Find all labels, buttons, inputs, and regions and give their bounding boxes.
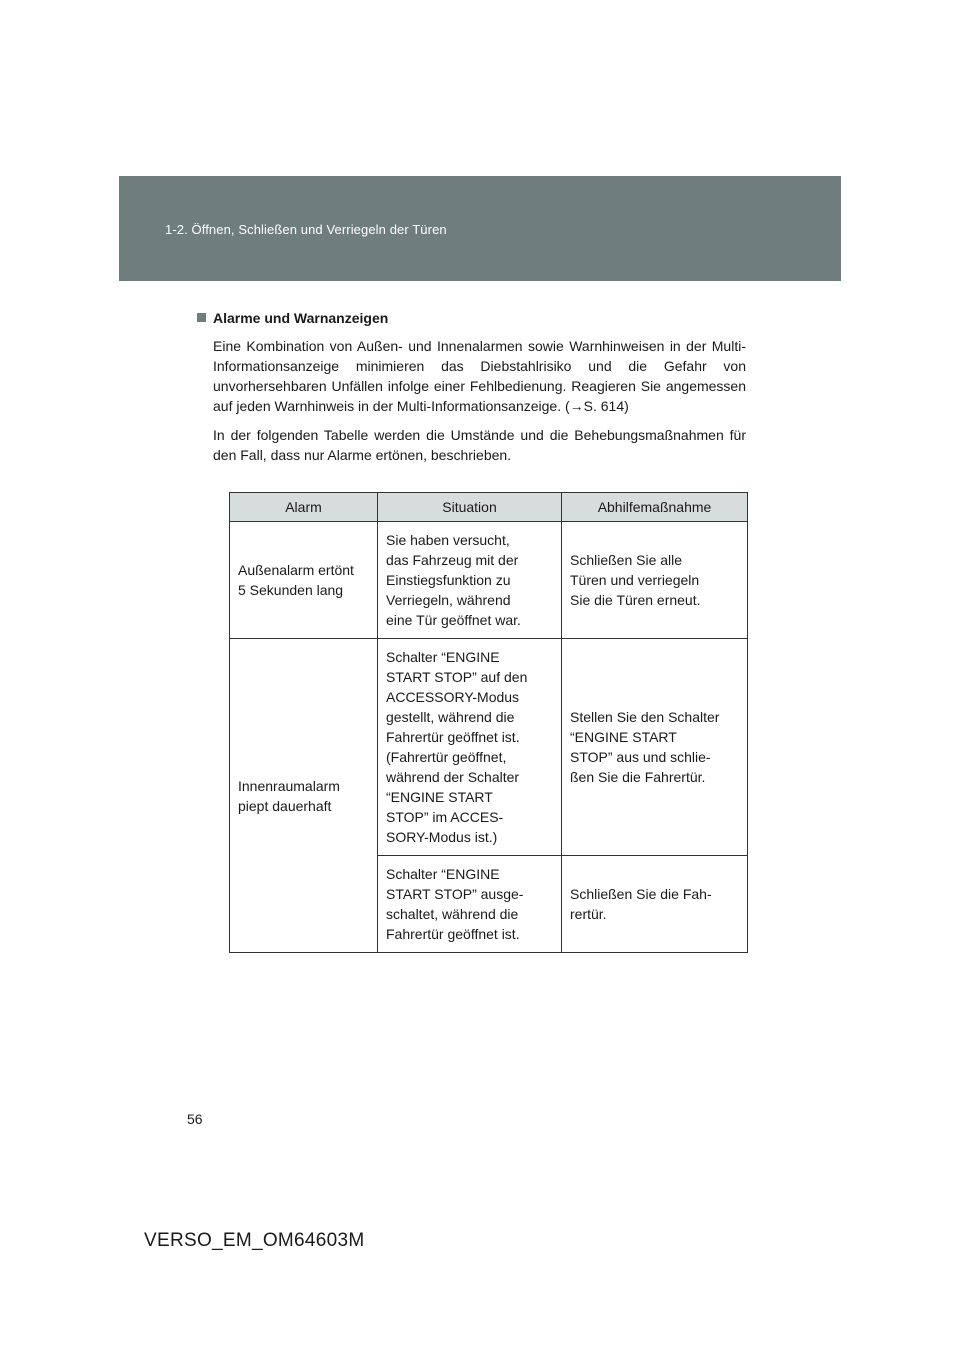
cell-remedy xyxy=(562,639,748,856)
chapter-title: 1-2. Öffnen, Schließen und Verriegeln der Türen xyxy=(165,222,447,237)
cell-alarm xyxy=(230,639,378,953)
cell-alarm-text: Innenraumalarm piept dauerhaft xyxy=(238,777,340,814)
table-row xyxy=(230,522,748,639)
cell-situation xyxy=(378,639,562,856)
cell-remedy xyxy=(562,856,748,953)
chapter-header-band xyxy=(119,176,841,281)
table-row xyxy=(230,639,748,856)
cell-situation-text: Sie haben versucht, das Fahrzeug mit der Einstiegsfunktion zu Verriegeln, während eine Tür geöffnet war. xyxy=(386,532,521,628)
header-situation: Situation xyxy=(378,493,562,522)
alarm-table xyxy=(229,492,748,953)
table-intro-paragraph: In der folgenden Tabelle werden die Umstände und die Behebungsmaßnahmen für den Fall, dass nur Alarme ertönen, beschrieben. xyxy=(213,427,746,463)
section-heading xyxy=(197,308,746,328)
cell-remedy-text: Schließen Sie die Fah- rertür. xyxy=(570,886,712,922)
cell-situation xyxy=(378,856,562,953)
intro-paragraph: Eine Kombination von Außen- und Innenalarmen sowie Warnhinweisen in der Multi-Informationsanzeige minimieren das Diebstahlrisiko und die Gefahr von unvorhersehbaren Unfällen infolge einer Fehlbedienung. Reagieren Sie angemessen auf jeden Warnhinweis in der Multi-Informationsanzeige. (→S. 614) xyxy=(213,338,746,414)
cell-situation xyxy=(378,522,562,639)
header-remedy: Abhilfemaßnahme xyxy=(562,493,748,522)
table-header-row xyxy=(230,493,748,522)
cell-remedy xyxy=(562,522,748,639)
section-heading-text: Alarme und Warnanzeigen xyxy=(213,310,389,326)
cell-alarm xyxy=(230,522,378,639)
alarm-section xyxy=(213,308,746,474)
page-number: 56 xyxy=(187,1111,203,1127)
cell-situation-text: Schalter “ENGINE START STOP” auf den ACCESSORY-Modus gestellt, während die Fahrertür geöffnet ist. (Fahrertür geöffnet, während der Schalter “ENGINE START STOP” im ACCES- SORY-Modus ist.) xyxy=(386,649,528,845)
cell-remedy-text: Schließen Sie alle Türen und verriegeln Sie die Türen erneut. xyxy=(570,552,701,608)
cell-situation-text: Schalter “ENGINE START STOP” ausge- schaltet, während die Fahrertür geöffnet ist. xyxy=(386,866,524,942)
bullet-square-icon xyxy=(197,313,206,322)
cell-remedy-text: Stellen Sie den Schalter “ENGINE START STOP” aus und schlie- ßen Sie die Fahrertür. xyxy=(570,709,720,785)
header-alarm: Alarm xyxy=(230,493,378,522)
document-code: VERSO_EM_OM64603M xyxy=(144,1230,365,1251)
cell-alarm-text: Außenalarm ertönt 5 Sekunden lang xyxy=(238,562,354,598)
